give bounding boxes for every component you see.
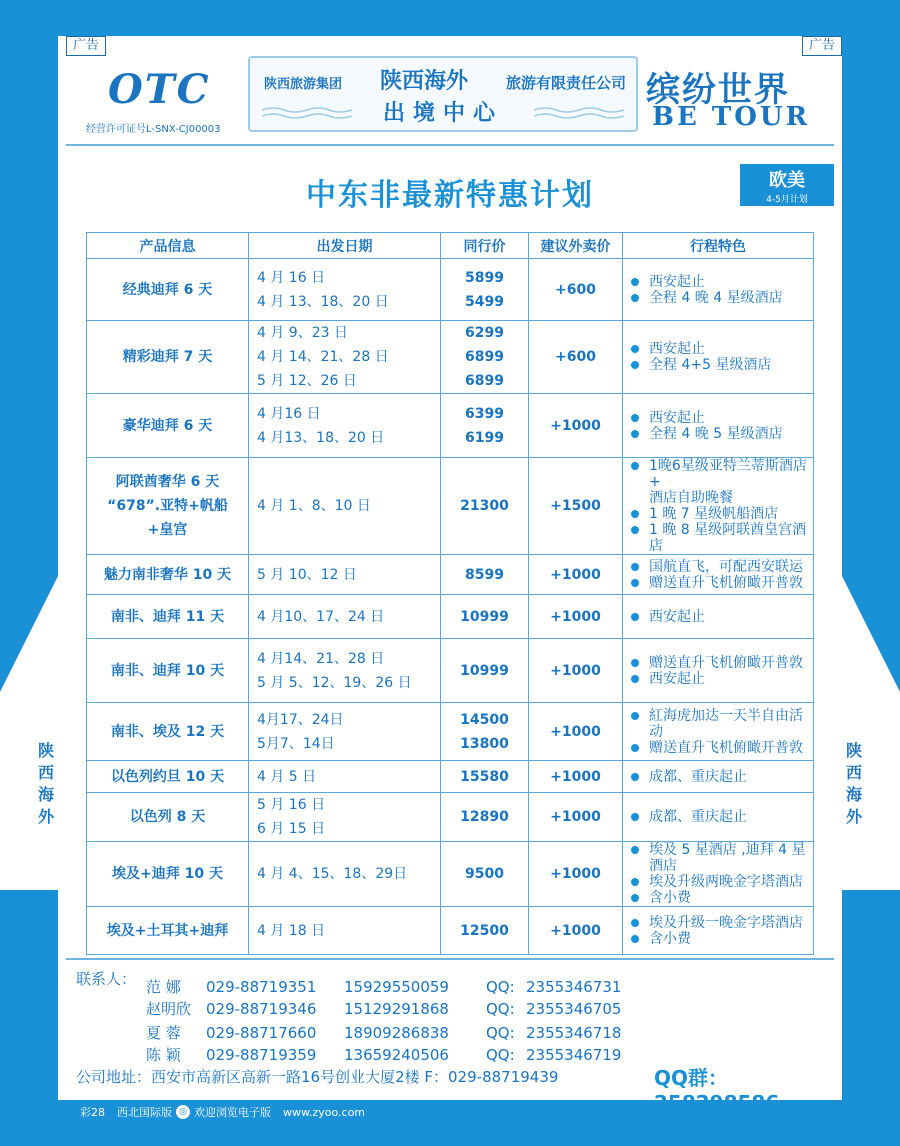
feature-text: 1 晚 8 星级阿联酋皇宫酒店 xyxy=(649,522,807,554)
feature-item xyxy=(631,290,813,306)
feature-text: 全程 4+5 星级酒店 xyxy=(649,357,772,373)
brand-group: 陕西旅游集团 xyxy=(264,77,343,92)
cell-suggested-price: +1000 xyxy=(529,907,623,955)
feature-text: 赠送直升飞机俯瞰开普敦 xyxy=(649,654,803,671)
departure-date: 5 月 12、26 日 xyxy=(257,373,357,389)
product-name-line: 埃及+土耳其+迪拜 xyxy=(106,922,229,939)
contact-mobile: 13659240506 xyxy=(344,1046,449,1064)
footer-edition: 西北国际版 xyxy=(117,1106,172,1119)
bullet-icon xyxy=(631,878,639,886)
peer-price: 6199 xyxy=(465,429,504,446)
contact-row xyxy=(146,998,621,1019)
peer-price: 5499 xyxy=(465,293,504,310)
feature-item xyxy=(631,506,813,522)
header-features: 行程特色 xyxy=(623,233,814,259)
product-name-line: 精彩迪拜 7 天 xyxy=(122,349,213,365)
product-name-line: 豪华迪拜 6 天 xyxy=(122,417,213,434)
header-departure: 出发日期 xyxy=(249,233,441,259)
peer-price: 14500 xyxy=(460,711,509,728)
region-note: 4-5月计划 xyxy=(766,195,808,205)
feature-text: 成都、重庆起止 xyxy=(649,809,747,825)
cell-features xyxy=(623,259,814,321)
side-text-right xyxy=(842,740,866,828)
feature-text: 西安起止 xyxy=(649,670,705,687)
cell-departure xyxy=(249,394,441,458)
table-row xyxy=(87,793,814,842)
bullet-icon xyxy=(631,361,639,369)
feature-text: 含小费 xyxy=(649,930,691,947)
cell-suggested-price: +1000 xyxy=(529,639,623,703)
feature-item xyxy=(631,842,813,874)
table-body xyxy=(87,259,814,955)
table-row xyxy=(87,321,814,394)
region-label: 欧美 xyxy=(769,170,805,191)
otc-logo: OTC xyxy=(108,66,211,113)
departure-date: 4 月 9、23 日 xyxy=(257,325,348,341)
feature-item xyxy=(631,559,813,575)
be-tour-en: BE TOUR xyxy=(652,102,811,132)
cell-suggested-price: +1000 xyxy=(529,394,623,458)
brand-suffix: 旅游有限责任公司 xyxy=(505,74,626,92)
contact-name: 赵明欣 xyxy=(146,1000,192,1018)
product-name-line: 南非、埃及 12 天 xyxy=(110,723,225,740)
cell-features xyxy=(623,639,814,703)
feature-item xyxy=(631,458,813,506)
product-name-line: 以色列 8 天 xyxy=(129,809,206,825)
globe-icon: ◎ xyxy=(176,1105,190,1119)
side-char: 陕 xyxy=(37,741,54,760)
cell-product xyxy=(87,842,249,907)
peer-price: 10999 xyxy=(460,608,509,625)
cell-product xyxy=(87,761,249,793)
product-name-line: +皇宫 xyxy=(147,522,188,538)
contact-phone: 029-88719351 xyxy=(206,978,317,996)
peer-price: 8599 xyxy=(465,566,504,583)
contact-qq: 2355346719 xyxy=(526,1046,622,1064)
bullet-icon xyxy=(631,430,639,438)
table-row xyxy=(87,458,814,555)
qq-label: QQ: xyxy=(486,1046,515,1064)
side-char: 西 xyxy=(845,763,862,782)
bullet-icon xyxy=(631,846,639,854)
feature-text: 1晚6星级亚特兰蒂斯酒店 + 酒店自助晚餐 xyxy=(649,458,807,506)
cell-product xyxy=(87,555,249,595)
header-product: 产品信息 xyxy=(87,233,249,259)
cell-product xyxy=(87,703,249,761)
qq-label: QQ: xyxy=(486,1000,515,1018)
feature-text: 全程 4 晚 4 星级酒店 xyxy=(649,289,783,306)
side-text-left xyxy=(34,740,58,828)
brand-box xyxy=(248,56,638,132)
cell-peer-price xyxy=(441,842,529,907)
departure-date: 4 月 13、18、20 日 xyxy=(257,293,389,310)
feature-text: 赠送直升飞机俯瞰开普敦 xyxy=(649,574,803,591)
cell-suggested-price: +1000 xyxy=(529,842,623,907)
cell-departure xyxy=(249,458,441,555)
bullet-icon xyxy=(631,813,639,821)
cell-product xyxy=(87,793,249,842)
contact-name: 夏 蓉 xyxy=(146,1024,181,1042)
feature-text: 西安起止 xyxy=(649,341,705,357)
bullet-icon xyxy=(631,510,639,518)
contact-row xyxy=(146,1044,621,1065)
cell-departure xyxy=(249,595,441,639)
side-char: 陕 xyxy=(845,741,862,760)
peer-price: 10999 xyxy=(460,662,509,679)
product-name-line: 南非、迪拜 11 天 xyxy=(110,608,225,625)
departure-date: 4 月13、18、20 日 xyxy=(257,429,385,446)
contact-row xyxy=(146,976,621,997)
departure-date: 4 月10、17、24 日 xyxy=(257,608,385,625)
peer-price: 12890 xyxy=(460,809,509,825)
cell-peer-price xyxy=(441,907,529,955)
cell-features xyxy=(623,555,814,595)
cell-peer-price xyxy=(441,555,529,595)
table-row xyxy=(87,842,814,907)
contact-phone: 029-88719346 xyxy=(206,1000,317,1018)
departure-date: 4 月 18 日 xyxy=(257,922,326,939)
footer-welcome: 欢迎浏览电子版 xyxy=(194,1106,271,1119)
cell-peer-price xyxy=(441,595,529,639)
cell-features xyxy=(623,595,814,639)
feature-text: 西安起止 xyxy=(649,409,705,426)
cell-departure xyxy=(249,555,441,595)
cell-peer-price xyxy=(441,703,529,761)
table-row xyxy=(87,394,814,458)
bullet-icon xyxy=(631,659,639,667)
license-number: 经营许可证号L-SNX-CJ00003 xyxy=(86,124,221,135)
departure-date: 4 月 4、15、18、29日 xyxy=(257,866,408,882)
bullet-icon xyxy=(631,675,639,683)
contact-phone: 029-88717660 xyxy=(206,1024,317,1042)
cell-departure xyxy=(249,761,441,793)
cell-departure xyxy=(249,321,441,394)
peer-price: 21300 xyxy=(460,498,509,514)
bullet-icon xyxy=(631,935,639,943)
bullet-icon xyxy=(631,294,639,302)
bullet-icon xyxy=(631,919,639,927)
feature-item xyxy=(631,357,813,373)
departure-date: 4 月 1、8、10 日 xyxy=(257,498,371,514)
contact-label: 联系人： xyxy=(76,970,137,988)
table-row xyxy=(87,907,814,955)
feature-item xyxy=(631,890,813,906)
page-title: 中东非最新特惠计划 xyxy=(306,178,594,213)
table-row xyxy=(87,703,814,761)
cell-departure xyxy=(249,842,441,907)
header-peer-price: 同行价 xyxy=(441,233,529,259)
header xyxy=(66,54,834,146)
contact-qq: 2355346718 xyxy=(526,1024,622,1042)
cell-peer-price xyxy=(441,394,529,458)
feature-item xyxy=(631,769,813,785)
bullet-icon xyxy=(631,712,639,720)
side-char: 外 xyxy=(845,807,862,826)
cell-suggested-price: +1000 xyxy=(529,555,623,595)
peer-price: 6899 xyxy=(465,349,504,365)
product-name-line: “678”.亚特+帆船 xyxy=(107,498,228,514)
contact-qq: 2355346705 xyxy=(526,1000,622,1018)
peer-price: 6399 xyxy=(465,405,504,422)
bullet-icon xyxy=(631,579,639,587)
cell-departure xyxy=(249,793,441,842)
product-name-line: 阿联酋奢华 6 天 xyxy=(115,474,220,490)
bullet-icon xyxy=(631,563,639,571)
cell-features xyxy=(623,321,814,394)
feature-text: 成都、重庆起止 xyxy=(649,768,747,785)
side-char: 海 xyxy=(37,785,54,804)
product-name-line: 南非、迪拜 10 天 xyxy=(110,662,225,679)
departure-date: 4 月 16 日 xyxy=(257,269,326,286)
feature-item xyxy=(631,274,813,290)
feature-item xyxy=(631,341,813,357)
bullet-icon xyxy=(631,414,639,422)
bullet-icon xyxy=(631,526,639,534)
feature-item xyxy=(631,809,813,825)
side-char: 海 xyxy=(845,785,862,804)
peer-price: 13800 xyxy=(460,735,509,752)
cell-suggested-price: +1000 xyxy=(529,703,623,761)
feature-text: 紅海虎加达一天半自由活动 xyxy=(649,707,803,740)
feature-item xyxy=(631,522,813,554)
feature-text: 含小费 xyxy=(649,890,691,906)
side-char: 西 xyxy=(37,763,54,782)
cell-features xyxy=(623,458,814,555)
qq-label: QQ: xyxy=(486,1024,515,1042)
product-name-line: 魅力南非奢华 10 天 xyxy=(103,566,232,583)
feature-text: 埃及 5 星酒店 ,迪拜 4 星酒店 xyxy=(649,842,806,874)
product-name-line: 埃及+迪拜 10 天 xyxy=(112,866,223,882)
tour-plan-table xyxy=(86,232,814,955)
cell-features xyxy=(623,793,814,842)
cell-product xyxy=(87,394,249,458)
departure-date: 5 月 10、12 日 xyxy=(257,566,357,583)
departure-date: 4月17、24日 xyxy=(257,711,344,728)
feature-text: 西安起止 xyxy=(649,273,705,290)
product-name-line: 经典迪拜 6 天 xyxy=(122,281,213,298)
cell-departure xyxy=(249,259,441,321)
peer-price: 5899 xyxy=(465,269,504,286)
feature-item xyxy=(631,740,813,756)
cell-features xyxy=(623,907,814,955)
cell-suggested-price: +1000 xyxy=(529,793,623,842)
footer xyxy=(80,1104,365,1120)
ad-tag-left: 广告 xyxy=(66,36,106,56)
qq-group: QQ群：258298586 xyxy=(654,1066,780,1115)
cell-features xyxy=(623,842,814,907)
cell-features xyxy=(623,703,814,761)
product-name-line: 以色列约旦 10 天 xyxy=(110,768,225,785)
cell-peer-price xyxy=(441,458,529,555)
cell-suggested-price: +600 xyxy=(529,321,623,394)
cell-product xyxy=(87,259,249,321)
feature-text: 埃及升级一晚金字塔酒店 xyxy=(649,914,803,931)
bullet-icon xyxy=(631,773,639,781)
contact-name: 范 娜 xyxy=(146,978,181,996)
cell-peer-price xyxy=(441,761,529,793)
bullet-icon xyxy=(631,613,639,621)
cell-peer-price xyxy=(441,639,529,703)
cell-product xyxy=(87,907,249,955)
feature-item xyxy=(631,655,813,671)
side-char: 外 xyxy=(37,807,54,826)
departure-date: 4 月 5 日 xyxy=(257,768,317,785)
cell-product xyxy=(87,595,249,639)
brand-center: 出境中心 xyxy=(382,101,503,126)
feature-item xyxy=(631,931,813,947)
table-row xyxy=(87,639,814,703)
bullet-icon xyxy=(631,345,639,353)
cell-suggested-price: +600 xyxy=(529,259,623,321)
peer-price: 6899 xyxy=(465,373,504,389)
feature-item xyxy=(631,426,813,442)
footer-page: 彩28 xyxy=(80,1106,105,1119)
feature-item xyxy=(631,671,813,687)
cell-departure xyxy=(249,703,441,761)
region-badge xyxy=(740,164,834,206)
table-header-row xyxy=(87,233,814,259)
feature-text: 全程 4 晚 5 星级酒店 xyxy=(649,425,783,442)
contact-phone: 029-88719359 xyxy=(206,1046,317,1064)
company-address: 公司地址：西安市高新区高新一路16号创业大厦2楼 F：029-88719439 xyxy=(76,1068,559,1086)
feature-text: 1 晚 7 星级帆船酒店 xyxy=(649,506,779,522)
bullet-icon xyxy=(631,278,639,286)
peer-price: 15580 xyxy=(460,768,509,785)
feature-item xyxy=(631,410,813,426)
table-row xyxy=(87,259,814,321)
contact-mobile: 15929550059 xyxy=(344,978,449,996)
cell-departure xyxy=(249,639,441,703)
feature-item xyxy=(631,708,813,740)
cell-suggested-price: +1500 xyxy=(529,458,623,555)
cell-departure xyxy=(249,907,441,955)
cell-product xyxy=(87,639,249,703)
feature-item xyxy=(631,915,813,931)
departure-date: 4 月14、21、28 日 xyxy=(257,650,385,667)
departure-date: 4 月 14、21、28 日 xyxy=(257,349,389,365)
cell-product xyxy=(87,321,249,394)
contact-mobile: 15129291868 xyxy=(344,1000,449,1018)
feature-item xyxy=(631,609,813,625)
cell-features xyxy=(623,394,814,458)
table-row xyxy=(87,595,814,639)
feature-text: 国航直飞，可配西安联运 xyxy=(649,558,803,575)
bullet-icon xyxy=(631,894,639,902)
ad-tag-right: 广告 xyxy=(802,36,842,56)
table-row xyxy=(87,761,814,793)
feature-text: 西安起止 xyxy=(649,608,705,625)
cell-suggested-price: +1000 xyxy=(529,761,623,793)
departure-date: 4 月16 日 xyxy=(257,405,321,422)
feature-text: 埃及升级两晚金字塔酒店 xyxy=(649,874,803,890)
contact-mobile: 18909286838 xyxy=(344,1024,449,1042)
departure-date: 6 月 15 日 xyxy=(257,821,326,837)
departure-date: 5月7、14日 xyxy=(257,735,335,752)
header-suggested-price: 建议外卖价 xyxy=(529,233,623,259)
be-tour-cn: 缤纷世界 xyxy=(646,70,790,110)
cell-product xyxy=(87,458,249,555)
footer-site-link[interactable]: www.zyoo.com xyxy=(283,1105,366,1119)
feature-item xyxy=(631,874,813,890)
cell-peer-price xyxy=(441,793,529,842)
peer-price: 12500 xyxy=(460,922,509,939)
wave-right-icon xyxy=(534,106,624,120)
cell-suggested-price: +1000 xyxy=(529,595,623,639)
contact-row xyxy=(146,1022,621,1043)
feature-text: 赠送直升飞机俯瞰开普敦 xyxy=(649,739,803,756)
peer-price: 6299 xyxy=(465,325,504,341)
bullet-icon xyxy=(631,462,639,470)
cell-peer-price xyxy=(441,259,529,321)
qq-label: QQ: xyxy=(486,978,515,996)
contact-qq: 2355346731 xyxy=(526,978,622,996)
table-row xyxy=(87,555,814,595)
contact-name: 陈 颖 xyxy=(146,1046,181,1064)
cell-features xyxy=(623,761,814,793)
peer-price: 9500 xyxy=(465,866,504,882)
brand-main: 陕西海外 xyxy=(379,68,468,94)
bullet-icon xyxy=(631,744,639,752)
cell-peer-price xyxy=(441,321,529,394)
departure-date: 5 月 16 日 xyxy=(257,797,326,813)
departure-date: 5 月 5、12、19、26 日 xyxy=(257,674,412,691)
feature-item xyxy=(631,575,813,591)
